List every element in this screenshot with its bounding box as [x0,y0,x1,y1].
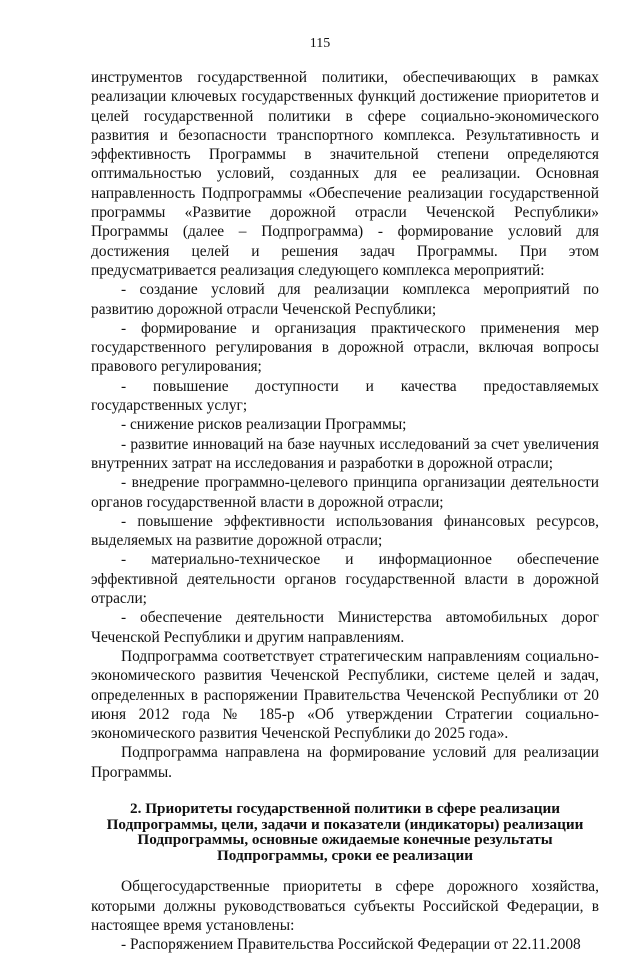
direction-paragraph: Подпрограмма направлена на формирование условий для реализации Программы. [91,744,599,781]
measure-item: - обеспечение деятельности Министерства автомобильных дорог Чеченской Республики и другим направлениям. [91,609,599,646]
measure-item: - материально-техническое и информационное обеспечение эффективной деятельности органов государственной власти в дорожной отрасли; [91,551,599,608]
strategy-paragraph: Подпрограмма соответствует стратегическим направлениям социально-экономического развития Чеченской Республики, системе целей и задач, определенных в распоряжении Правительства Чеченской Республики от 20 июня 2012 года № 185-р «Об утверждении Стратегии социально-экономического развития Чеченской Республики до 2025 года». [91,647,599,743]
measure-item: - повышение доступности и качества предоставляемых государственных услуг; [91,377,599,415]
measure-item: - создание условий для реализации комплекса мероприятий по развитию дорожной отрасли Чеченской Республики; [91,281,599,318]
measure-item: - внедрение программно-целевого принципа организации деятельности органов государственной власти в дорожной отрасли; [91,474,599,511]
priorities-list [91,935,599,954]
measure-item: - повышение эффективности использования финансовых ресурсов, выделяемых на развитие дорожной отрасли; [91,512,599,550]
priorities-paragraph: Общегосударственные приоритеты в сфере дорожного хозяйства, которыми должны руководствоваться субъекты Российской Федерации, в настоящее время установлены: [91,878,599,934]
section-heading-line: Подпрограммы, сроки ее реализации [216,846,473,864]
measure-item: - формирование и организация практического применения мер государственного регулирования в дорожной отрасли, включая вопросы правового регулирования; [91,319,599,376]
section-heading-line: Подпрограммы, основные ожидаемые конечные результаты [137,831,553,849]
section-heading-line: Подпрограммы, цели, задачи и показатели (индикаторы) реализации [106,815,584,833]
measure-item: - снижение рисков реализации Программы; [121,416,407,434]
intro-paragraph: инструментов государственной политики, обеспечивающих в рамках реализации ключевых государственных функций достижение приоритетов и целей государственной политики в сфере социально-экономического развития и безопасности транспортного комплекса. Результативность и эффективность Программы в значительной степени определяются оптимальностью условий, созданных для ее реализации. Основная направленность Подпрограммы «Обеспечение реализации государственной программы «Развитие дорожной отрасли Чеченской Республики» Программы (далее – Подпрограмма) - формирование условий для достижения целей и решения задач Программы. При этом предусматривается реализация следующего комплекса мероприятий: [91,69,599,279]
measures-list [91,280,599,647]
page-number: 115 [309,36,331,51]
section-heading-line: 2. Приоритеты государственной политики в сфере реализации [130,799,560,817]
priority-item: - Распоряжением Правительства Российской Федерации от 22.11.2008 [121,936,581,954]
section-heading [91,801,599,863]
document-body [91,68,599,955]
measure-item: - развитие инноваций на базе научных исследований за счет увеличения внутренних затрат на исследования и разработки в дорожной отрасли; [91,435,599,472]
